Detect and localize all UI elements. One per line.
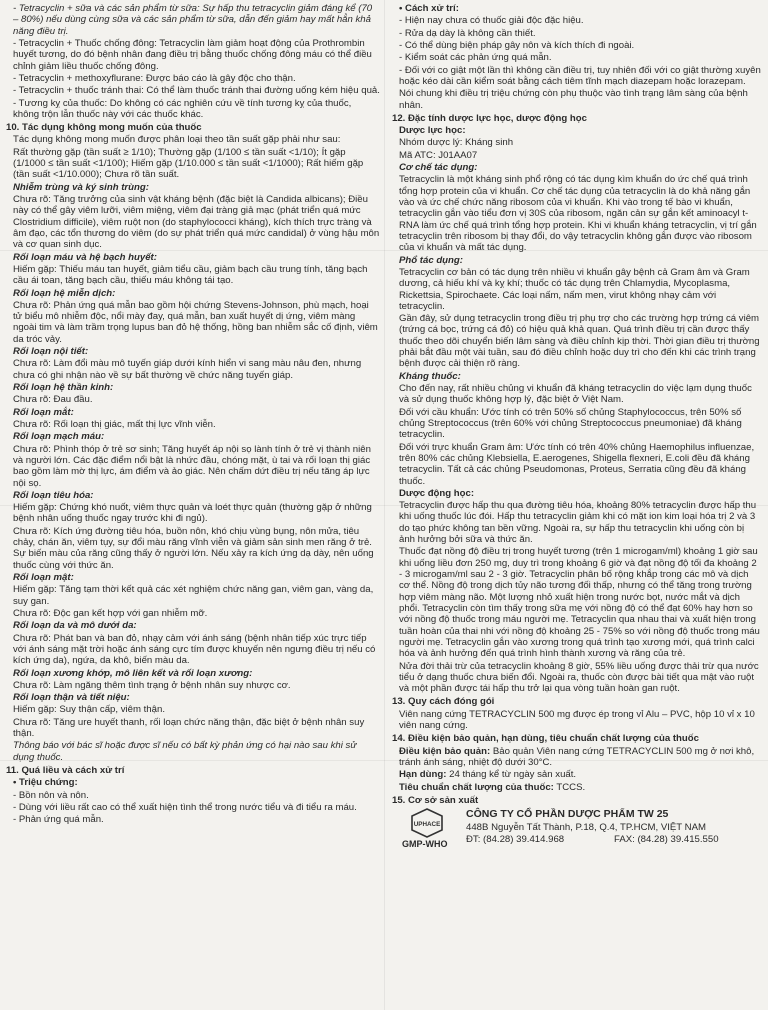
- pharmacokinetics-text-1: Tetracyclin được hấp thu qua đường tiêu hóa, khoảng 80% tetracyclin được hấp thu khi uống thuốc lúc đói. Hấp thu tetracyclin giảm khi có mặt ion kim loại hóa trị 2 và 3 do tạo phức không tan bền vững. Ngoài ra, sự hấp thu tetracyclin khi uống còn bị ảnh hưởng bởi sữa và thức ăn.: [399, 500, 757, 546]
- skin-heading: Rối loạn da và mô dưới da:: [13, 620, 137, 632]
- endocrine-heading: Rối loạn nội tiết:: [13, 346, 89, 358]
- nerve-text: Chưa rõ: Đau đầu.: [13, 394, 93, 406]
- shelf-life-line: [392, 769, 762, 780]
- renal-text-2: Chưa rõ: Tăng ure huyết thanh, rối loạn chức năng thận, đặc biệt ở bệnh nhân suy thận.: [13, 716, 365, 740]
- treatment-item: - Có thể dùng biện pháp gây nôn và kích thích đi ngoài.: [399, 39, 635, 51]
- shelf-life-text: 24 tháng kể từ ngày sản xuất.: [449, 769, 577, 781]
- treatment-note: Nói chung khi điều trị triệu chứng còn phụ thuộc vào tình trạng lâm sàng của bệnh nhân.: [399, 88, 748, 111]
- atc-code: Mã ATC: J01AA07: [399, 149, 478, 161]
- skin-text: Chưa rõ: Phát ban và ban đỏ, nhạy cảm với ánh sáng (bệnh nhân tiếp xúc trực tiếp với ánh sáng mặt trời hoặc ánh sáng cực tím được khuyến nên ngưng điều trị nếu có kích ứng da), ngứa, da khô, biến màu da.: [13, 632, 376, 667]
- eye-text: Chưa rõ: Rối loạn thị giác, mất thị lực vĩnh viễn.: [13, 418, 216, 430]
- spectrum-heading: Phổ tác dụng:: [399, 254, 463, 266]
- symptom-item: - Bồn nôn và nôn.: [13, 789, 89, 801]
- symptoms-heading: • Triệu chứng:: [13, 777, 78, 789]
- treatment-item: - Hiện nay chưa có thuốc giải độc đặc hiệu.: [399, 15, 584, 27]
- company-name: CÔNG TY CỔ PHẦN DƯỢC PHẨM TW 25: [466, 808, 669, 821]
- treatment-heading: • Cách xử trí:: [399, 3, 459, 14]
- section-11-title: 11. Quá liều và cách xử trí: [6, 765, 125, 776]
- endocrine-text: Chưa rõ: Làm đổi màu mô tuyến giáp dưới kính hiển vi sang màu nâu đen, nhưng chưa có ghi nhận nào về sự bất thường về chức năng tuyến giáp.: [13, 358, 362, 381]
- nerve-heading: Rối loạn hệ thần kinh:: [13, 382, 114, 393]
- section-14-title: 14. Điều kiện bảo quản, hạn dùng, tiêu chuẩn chất lượng của thuốc: [392, 733, 699, 745]
- gi-heading: Rối loạn tiêu hóa:: [13, 489, 94, 501]
- interaction-contraceptive: - Tetracyclin + thuốc tránh thai: Có thể làm thuốc tránh thai đường uống kém hiệu quả.: [13, 85, 380, 97]
- immune-heading: Rối loạn hệ miễn dịch:: [13, 287, 116, 299]
- blood-text: Hiếm gặp: Thiếu máu tan huyết, giảm tiểu cầu, giảm bạch cầu trung tính, tăng bạch cầu ái toan, tăng bạch cầu, thiếu máu không tái tạo.: [13, 263, 368, 287]
- liver-text-2: Chưa rõ: Độc gan kết hợp với gan nhiễm mỡ.: [13, 607, 208, 619]
- liver-text-1: Hiếm gặp: Tăng tạm thời kết quả các xét nghiệm chức năng gan, viêm gan, vàng da, suy gan.: [13, 584, 374, 607]
- interaction-anticoagulant: - Tetracyclin + Thuốc chống đông: Tetracyclin làm giảm hoạt động của Prothrombin huyết tương, do đó bệnh nhân đang điều trị bằng thuốc chống đông máu có thể điều chỉnh giảm liều thuốc chống đông.: [13, 37, 372, 72]
- resistance-heading: Kháng thuốc:: [399, 370, 461, 382]
- gi-text-1: Hiếm gặp: Chứng khó nuốt, viêm thực quản và loét thực quản (thường gặp ở những bệnh nhân uống thuốc ngay trước khi đi ngủ).: [13, 502, 372, 525]
- mechanism-text: Tetracyclin là một kháng sinh phổ rộng có tác dụng kìm khuẩn do ức chế quá trình tổng hợp protein của vi khuẩn. Cơ chế tác dụng của tetracyclin là do khả năng gắn vào và ức chế chức năng ribosom của vi khuẩn. Khi vào trong tế bào vi khuẩn, tetracyclin gắn vào tiểu đơn vị 30S của ribosom, ngăn cản sự gắn kết aminoacyl t-RNA làm ức chế quá trình tổng hợp protein. Khi vi khuẩn kháng tetracyclin, vị trí gắn tetracyclin trên ribosom bị thay đổi, do vậy tetracyclin không gắn được vào ribosom của vi khuẩn và mất tác dụng.: [399, 174, 757, 254]
- mechanism-heading: Cơ chế tác dụng:: [399, 162, 478, 174]
- blood-heading: Rối loạn máu và hệ bạch huyết:: [13, 251, 157, 263]
- symptom-item: - Dùng với liều rất cao có thể xuất hiện tình thể trong nước tiểu và đi tiểu ra máu.: [13, 801, 357, 813]
- company-phone: ĐT: (84.28) 39.414.968: [466, 834, 565, 846]
- treatment-item: - Đối với co giật một lần thì không cần điều trị, tuy nhiên đối với co giật thường xuyên hoặc kéo dài cần kiểm soát bằng cách tiêm tĩnh mạch diazepam hoặc lorazepam.: [399, 64, 761, 87]
- vascular-heading: Rối loạn mạch máu:: [13, 431, 105, 443]
- renal-text-1: Hiếm gặp: Suy thận cấp, viêm thận.: [13, 704, 165, 716]
- section-10-title: 10. Tác dụng không mong muốn của thuốc: [6, 122, 202, 134]
- infection-heading: Nhiễm trùng và ký sinh trùng:: [13, 181, 149, 193]
- s10-intro: Tác dụng không mong muốn được phân loại theo tần suất gặp phải như sau:: [13, 134, 341, 146]
- pharmacokinetics-text-3: Nửa đời thải trừ của tetracyclin khoảng 8 giờ, 55% liều uống được thải trừ qua nước tiểu ở dạng thuốc chưa biến đổi. Ngoài ra, thuốc còn được bài tiết qua mật vào ruột và một phần được tái hấp thu trở lại qua vòng tuần hoàn gan ruột.: [399, 660, 759, 695]
- musculoskeletal-text: Chưa rõ: Làm ngăng thêm tình trạng ở bệnh nhân suy nhược cơ.: [13, 679, 291, 691]
- resistance-text-2: Đối với cầu khuẩn: Ước tính có trên 50% số chủng Staphylococcus, trên 50% số chủng Streptococcus (trên 60% với chủng Streptococcus pneumoniae) đã kháng tetracyclin.: [399, 406, 742, 441]
- standard-text: TCCS.: [556, 781, 586, 793]
- pharmacokinetics-heading: Dược động học:: [399, 487, 475, 499]
- vascular-text: Chưa rõ: Phình thóp ở trẻ sơ sinh; Tăng huyết áp nội sọ lành tính ở trẻ vị thành niên và người lớn. Các đặc điểm nổi bật là nhức đầu, chóng mặt, ù tai và rối loạn thị giác bao gồm làm mờ thị lực, ám điểm và ảo giác. Nên chấm dứt điều trị nếu tăng áp lực nội sọ.: [13, 443, 371, 489]
- immune-text: Chưa rõ: Phản ứng quá mẫn bao gồm hội chứng Stevens-Johnson, phù mạch, hoại tử biểu mô nhiễm độc, nổi mày đay, quá mẫn, ban xuất huyết dị ứng, viêm màng ngoài tim và làm trầm trọng lupus ban đỏ hệ thống, hồng ban nhiễm sắc cố định, viêm da tróc vảy.: [13, 299, 378, 345]
- gmp-label: GMP-WHO: [402, 839, 448, 850]
- storage-text: Bảo quản Viên nang cứng TETRACYCLIN 500 mg ở nơi khô, tránh ánh sáng, nhiệt độ dưới 30°C.: [399, 745, 755, 768]
- eye-heading: Rối loạn mắt:: [13, 406, 74, 418]
- interaction-methoxyflurane: - Tetracyclin + methoxyflurane: Được báo cáo là gây độc cho thận.: [13, 72, 296, 84]
- standard-heading: Tiêu chuẩn chất lượng của thuốc:: [399, 781, 554, 793]
- treatment-item: - Rửa dạ dày là không cần thiết.: [399, 27, 536, 39]
- section-12-title: 12. Đặc tính dược lực học, dược động học: [392, 112, 587, 124]
- interaction-milk: - Tetracyclin + sữa và các sản phẩm từ sữa: Sự hấp thu tetracyclin giảm đáng kể (70 – 80%) nếu dùng cùng sữa và các sản phẩm từ sữa, dẫn đến giảm hay mất hẳn khả năng điều trị.: [13, 3, 373, 37]
- resistance-text-1: Cho đến nay, rất nhiều chủng vi khuẩn đã kháng tetracyclin do việc lạm dụng thuốc và sử dụng thuốc không hợp lý, đặc biệt ở Việt Nam.: [399, 383, 752, 406]
- musculoskeletal-heading: Rối loạn xương khớp, mô liên kết và rối loạn xương:: [13, 667, 253, 679]
- spectrum-text-1: Tetracyclin cơ bản có tác dụng trên nhiều vi khuẩn gây bệnh cả Gram âm và Gram dương, cả hiếu khí và kỵ khí; thuốc có tác dụng trên Chlamydia, Mycoplasma, Rickettsia, Spirochaete. Các loại nấm, nấm men, virut không nhạy cảm với tetracyclin.: [399, 266, 750, 312]
- company-fax: FAX: (84.28) 39.415.550: [614, 834, 719, 846]
- manufacturer-block: [392, 808, 762, 854]
- spectrum-text-2: Gần đây, sử dụng tetracyclin trong điều trị phụ trợ cho các trường hợp trứng cá viêm (trứng cá bọc, trứng cá đỏ) có hiệu quả khả quan. Quá trình điều trị cần được thấy thuốc theo dõi chuyển biến lâm sàng và điều chỉnh kịp thời. Thời gian điều trị thường phải bắt đầu một vài tuần, sau đó điều chỉnh hoặc duy trì cho đến khi các trình trạng bệnh được cải thiện rõ ràng.: [399, 313, 760, 370]
- pharmacodynamics-heading: Dược lực học:: [399, 125, 466, 137]
- liver-heading: Rối loạn mật:: [13, 572, 74, 583]
- storage-heading: Điều kiện bảo quản:: [399, 745, 491, 757]
- resistance-text-3: Đối với trực khuẩn Gram âm: Ước tính có trên 40% chủng Haemophilus influenzae, trên 80% các chủng Klebsiella, E.aerogenes, Shigella flexneri, E.coli đều đã kháng tetracyclin. Tất cả các chủng Pseudomonas, Proteus, Serratia cũng đều đã kháng thuốc.: [399, 441, 755, 487]
- incompatibility: - Tương kỵ của thuốc: Do không có các nghiên cứu về tính tương kỵ của thuốc, không trộn lẫn thuốc này với các thuốc khác.: [13, 97, 352, 120]
- pharmacokinetics-text-2: Thuốc đạt nồng độ điều trị trong huyết tương (trên 1 microgam/ml) khoảng 1 giờ sau khi uống liều đơn 250 mg, duy trì trong khoảng 6 giờ và đạt nồng độ tối đa khoảng 2 - 3 microgam/ml sau 2 - 3 giờ. Tetracyclin phân bố rộng khắp trong các mô và dịch cơ thể. Nồng độ trong dịch tủy não tương đối thấp, nhưng có thể tăng trong trường hợp viêm màng não. Một lượng nhỏ xuất hiện trong nước bọt, nước mắt và dịch phổi. Tetracyclin còn tìm thấy trong sữa mẹ với nồng độ có thể đạt 60% hay hơn so với nồng độ thuốc trong máu người mẹ. Tetracyclin qua nhau thai và xuất hiện trong tuần hoàn của thai nhi với nồng độ khoảng 25 - 75% so với nồng độ thuốc trong máu người mẹ. Tetracyclin gắn vào xương trong quá trình tạo xương mới, quá trình calci hóa và ảnh hưởng đến quá trình hình thành xương và răng của trẻ.: [399, 546, 760, 660]
- section-15-title: 15. Cơ sở sản xuất: [392, 794, 479, 806]
- renal-heading: Rối loạn thận và tiết niệu:: [13, 692, 130, 704]
- company-logo-icon: [410, 808, 444, 838]
- adverse-notice: Thông báo với bác sĩ hoặc được sĩ nếu có bất kỳ phản ứng có hại nào sau khi sử dụng thuốc.: [13, 740, 357, 763]
- logo-text: UPHACE: [413, 821, 441, 829]
- infection-text: Chưa rõ: Tăng trưởng của sinh vật kháng bệnh (đặc biệt là Candida albicans); Điều này có thể gây viêm lưỡi, viêm miệng, viêm đại tràng giả mạc (phát triển quá mức Clostridium difficile), viêm ruột non (do staphylococci kháng), kích thích trực tràng và âm đạo, các tổn thương do viêm (do sự phát triển quá mức candidal) ở vùng hậu môn và cơ quan sinh dục.: [13, 194, 380, 251]
- symptom-item: - Phản ứng quá mẫn.: [13, 814, 104, 826]
- gi-text-2: Chưa rõ: Kích ứng đường tiêu hóa, buồn nôn, khó chịu vùng bụng, nôn mửa, tiêu chảy, chán ăn, viêm tụy, sự đổi màu răng vĩnh viễn và giảm sản sinh men răng ở trẻ. Sự biến màu của răng cũng thấy ở người lớn. Nếu xảy ra kích ứng dạ dày, nên uống thuốc cùng với thức ăn.: [13, 525, 374, 571]
- standard-line: [392, 782, 762, 793]
- treatment-item: - Kiểm soát các phản ứng quá mẫn.: [399, 52, 552, 64]
- packaging-text: Viên nang cứng TETRACYCLIN 500 mg được ép trong vỉ Alu – PVC, hộp 10 vỉ x 10 viên nang cứng.: [399, 708, 755, 732]
- storage-line: [392, 746, 762, 769]
- company-address: 448B Nguyễn Tất Thành, P.18, Q.4, TP.HCM, VIỆT NAM: [466, 822, 706, 834]
- right-column: [392, 3, 762, 1008]
- s10-frequency: Rất thường gặp (tần suất ≥ 1/10); Thường gặp (1/100 ≤ tần suất <1/10); Ít gặp (1/1000 ≤ tần suất <1/100); Hiếm gặp (1/10.000 ≤ tần suất <1/1000); Rất hiếm gặp (tần suất <1/10.000); Chưa rõ tần suất.: [13, 146, 364, 181]
- left-column: [6, 3, 380, 1008]
- section-13-title: 13. Quy cách đóng gói: [392, 696, 495, 708]
- pharmacologic-group: Nhóm dược lý: Kháng sinh: [399, 137, 514, 149]
- shelf-life-heading: Hạn dùng:: [399, 769, 447, 781]
